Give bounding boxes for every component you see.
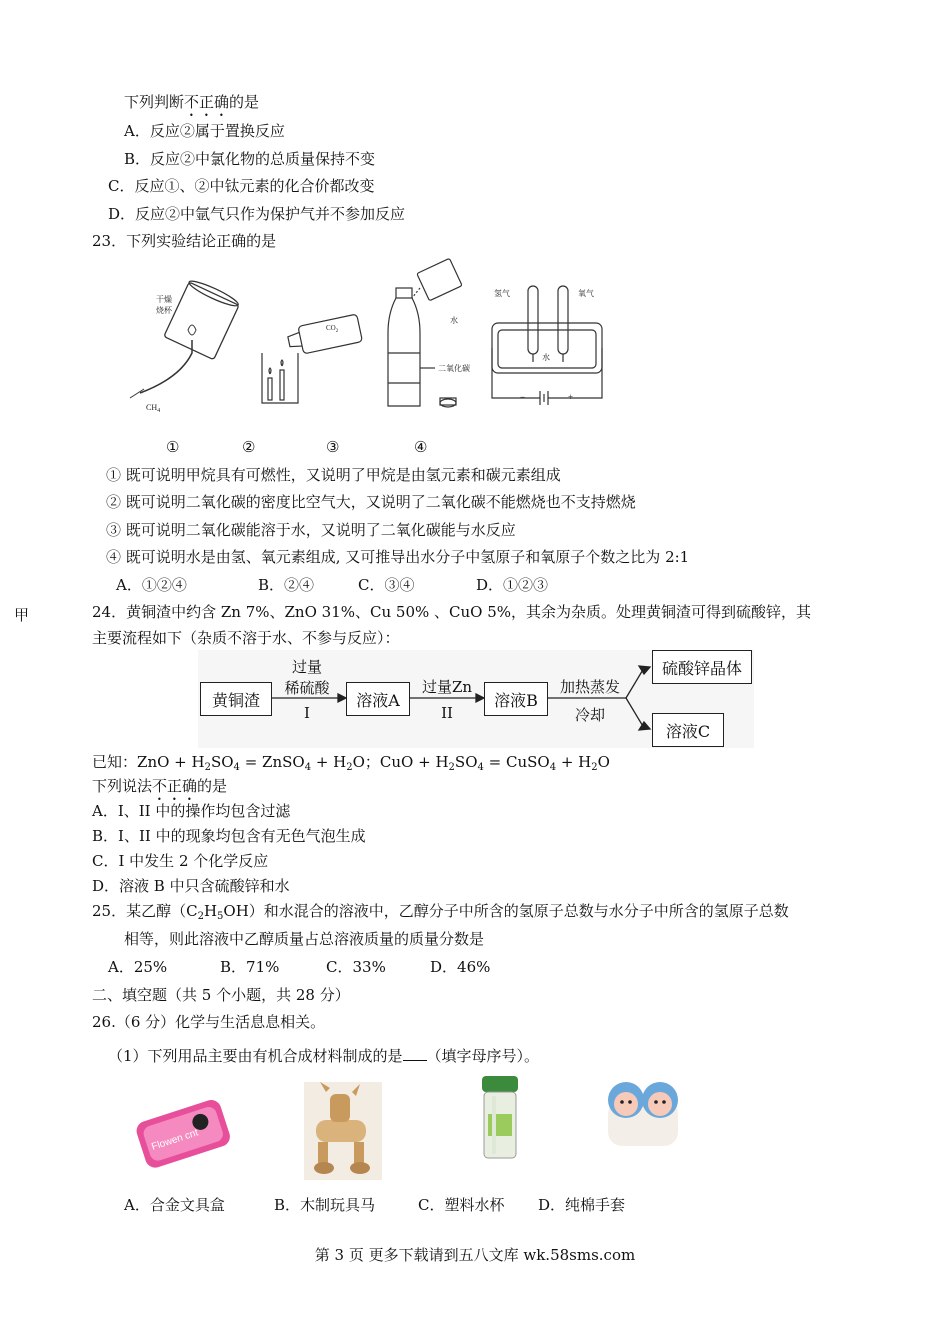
q24-option-a: A．I、II 中的操作均包含过滤: [92, 802, 291, 820]
svg-text:烧杯: 烧杯: [156, 306, 172, 315]
flow-step1-top2: 稀硫酸: [284, 679, 330, 697]
flow-step3-bottom: 冷却: [574, 706, 605, 724]
q22-option-d: D．反应②中氩气只作为保护气并不参加反应: [108, 205, 406, 223]
figure-number-1: ①: [166, 438, 180, 456]
page-footer: 第 3 页 更多下载请到五八文库 wk.58sms.com: [314, 1246, 636, 1264]
fig4-electrolysis: [492, 286, 602, 405]
q22-option-c: C．反应①、②中钛元素的化合价都改变: [108, 177, 375, 195]
q26-sub1: （1）下列用品主要由有机合成材料制成的是 （填字母序号）。: [108, 1047, 540, 1065]
pencil-case-image: [134, 1097, 233, 1170]
flow-box-solution-a: 溶液A: [346, 682, 410, 716]
q25-option-a: A．25%: [108, 958, 168, 976]
q26-item-a: A．合金文具盒: [124, 1196, 225, 1214]
q25-line1: 25．某乙醇$(C_2H_5OH)$和水混合的溶液中，乙醇分子中所含的氢原子总数与水分子中所含的氢原子总数: [92, 902, 789, 922]
q25-option-d: D．46%: [430, 958, 491, 976]
flow-step3-top: 加热蒸发: [559, 678, 620, 696]
svg-text:−: −: [520, 392, 526, 402]
q26-item-b: B．木制玩具马: [274, 1196, 376, 1214]
q24-line2: 主要流程如下（杂质不溶于水、不参与反应）：: [92, 629, 400, 647]
q22-option-b: B．反应②中氯化物的总质量保持不变: [124, 150, 376, 168]
svg-text:Flowen cnt: Flowen cnt: [150, 1127, 200, 1153]
q25-option-b: B．71%: [220, 958, 280, 976]
q23-option-a: A．①②④: [116, 576, 187, 594]
cotton-gloves-image: [608, 1082, 678, 1146]
flow-step2-top: 过量Zn: [421, 678, 473, 696]
q23-statement-4: ④ 既可说明水是由氢、氧元素组成, 又可推导出水分子中氢原子和氧原子个数之比为 2:1: [106, 548, 690, 566]
q23-statement-3: ③ 既可说明二氧化碳能溶于水，又说明了二氧化碳能与水反应: [106, 521, 516, 539]
fig2-co2-candles: [262, 314, 362, 403]
flow-box-brass-slag: 黄铜渣: [200, 682, 272, 716]
q23-statement-1: ① 既可说明甲烷具有可燃性，又说明了甲烷是由氢元素和碳元素组成: [106, 466, 561, 484]
q24-option-b: B．I、II 中的现象均包含有无色气泡生成: [92, 827, 366, 845]
q25-option-c: C．33%: [326, 958, 386, 976]
plastic-cup-image: [482, 1076, 518, 1158]
flow-step1-bottom: I: [304, 704, 310, 722]
svg-text:CO2: $CO_2$: [326, 324, 339, 334]
answer-blank[interactable]: [403, 1046, 427, 1061]
flow-box-zinc-sulfate-crystal: 硫酸锌晶体: [652, 650, 752, 684]
svg-text:二氧化碳: 二氧化碳: [438, 364, 470, 373]
q22-emphasis: 不正确: [184, 93, 230, 111]
flow-step2-bottom: II: [441, 704, 453, 722]
svg-text:CH4: $CH_4$: [146, 403, 161, 414]
flow-step1-top1: 过量: [291, 658, 322, 676]
q23-option-c: C．③④: [358, 576, 415, 594]
q26-product-images: [130, 1070, 730, 1182]
svg-text:水: 水: [450, 316, 458, 325]
q24-option-d: D．溶液 B 中只含硫酸锌和水: [92, 877, 290, 895]
svg-text:水: 水: [542, 353, 550, 362]
q23-option-d: D．①②③: [476, 576, 549, 594]
q24-known-equations: 已知：ZnO + $H_2SO_4$ = ZnSO$_4$ + $H_2O$；CuO + $H_2SO_4$ = CuSO$_4$ + $H_2O$: [92, 753, 610, 773]
fig1-beaker-methane: [130, 278, 241, 398]
q25-line2: 相等，则此溶液中乙醇质量占总溶液质量的质量分数是: [124, 930, 485, 948]
dry-beaker-label: 干燥: [156, 295, 172, 304]
figure-number-3: ③: [326, 438, 340, 456]
q26-title: 26.（6 分）化学与生活息息相关。: [92, 1013, 326, 1031]
svg-text:+: +: [568, 392, 574, 402]
q23-option-b: B．②④: [258, 576, 315, 594]
figure-number-4: ④: [414, 438, 428, 456]
q24-emphasis: 不正确: [152, 777, 198, 795]
q23-statement-2: ② 既可说明二氧化碳的密度比空气大，又说明了二氧化碳不能燃烧也不支持燃烧: [106, 493, 636, 511]
section-2-heading: 二、填空题（共 5 个小题，共 28 分）: [92, 986, 350, 1004]
q26-item-d: D．纯棉手套: [538, 1196, 626, 1214]
svg-text:氢气: 氢气: [494, 289, 510, 298]
fig3-bottle: [388, 258, 462, 407]
q26-item-c: C．塑料水杯: [418, 1196, 505, 1214]
wooden-horse-image: [304, 1082, 382, 1180]
margin-mark: 甲: [14, 606, 30, 624]
q23-experiment-figures: [120, 258, 620, 418]
q24-option-c: C．I 中发生 2 个化学反应: [92, 852, 269, 870]
q22-option-a: A．反应②属于置换反应: [124, 122, 285, 140]
flow-box-solution-b: 溶液B: [484, 682, 548, 716]
q24-line1: 24．黄铜渣中约含 Zn 7%、ZnO 31%、Cu 50% 、CuO 5%，其余为杂质。处理黄铜渣可得到硫酸锌，其: [92, 603, 812, 621]
figure-number-2: ②: [242, 438, 256, 456]
q23-title: 23．下列实验结论正确的是: [92, 232, 277, 250]
q24-prompt: 下列说法不正确的是: [92, 777, 228, 795]
q22-prompt: 下列判断不正确的是: [124, 93, 260, 111]
flow-box-solution-c: 溶液C: [652, 713, 724, 747]
svg-text:氧气: 氧气: [578, 289, 594, 298]
